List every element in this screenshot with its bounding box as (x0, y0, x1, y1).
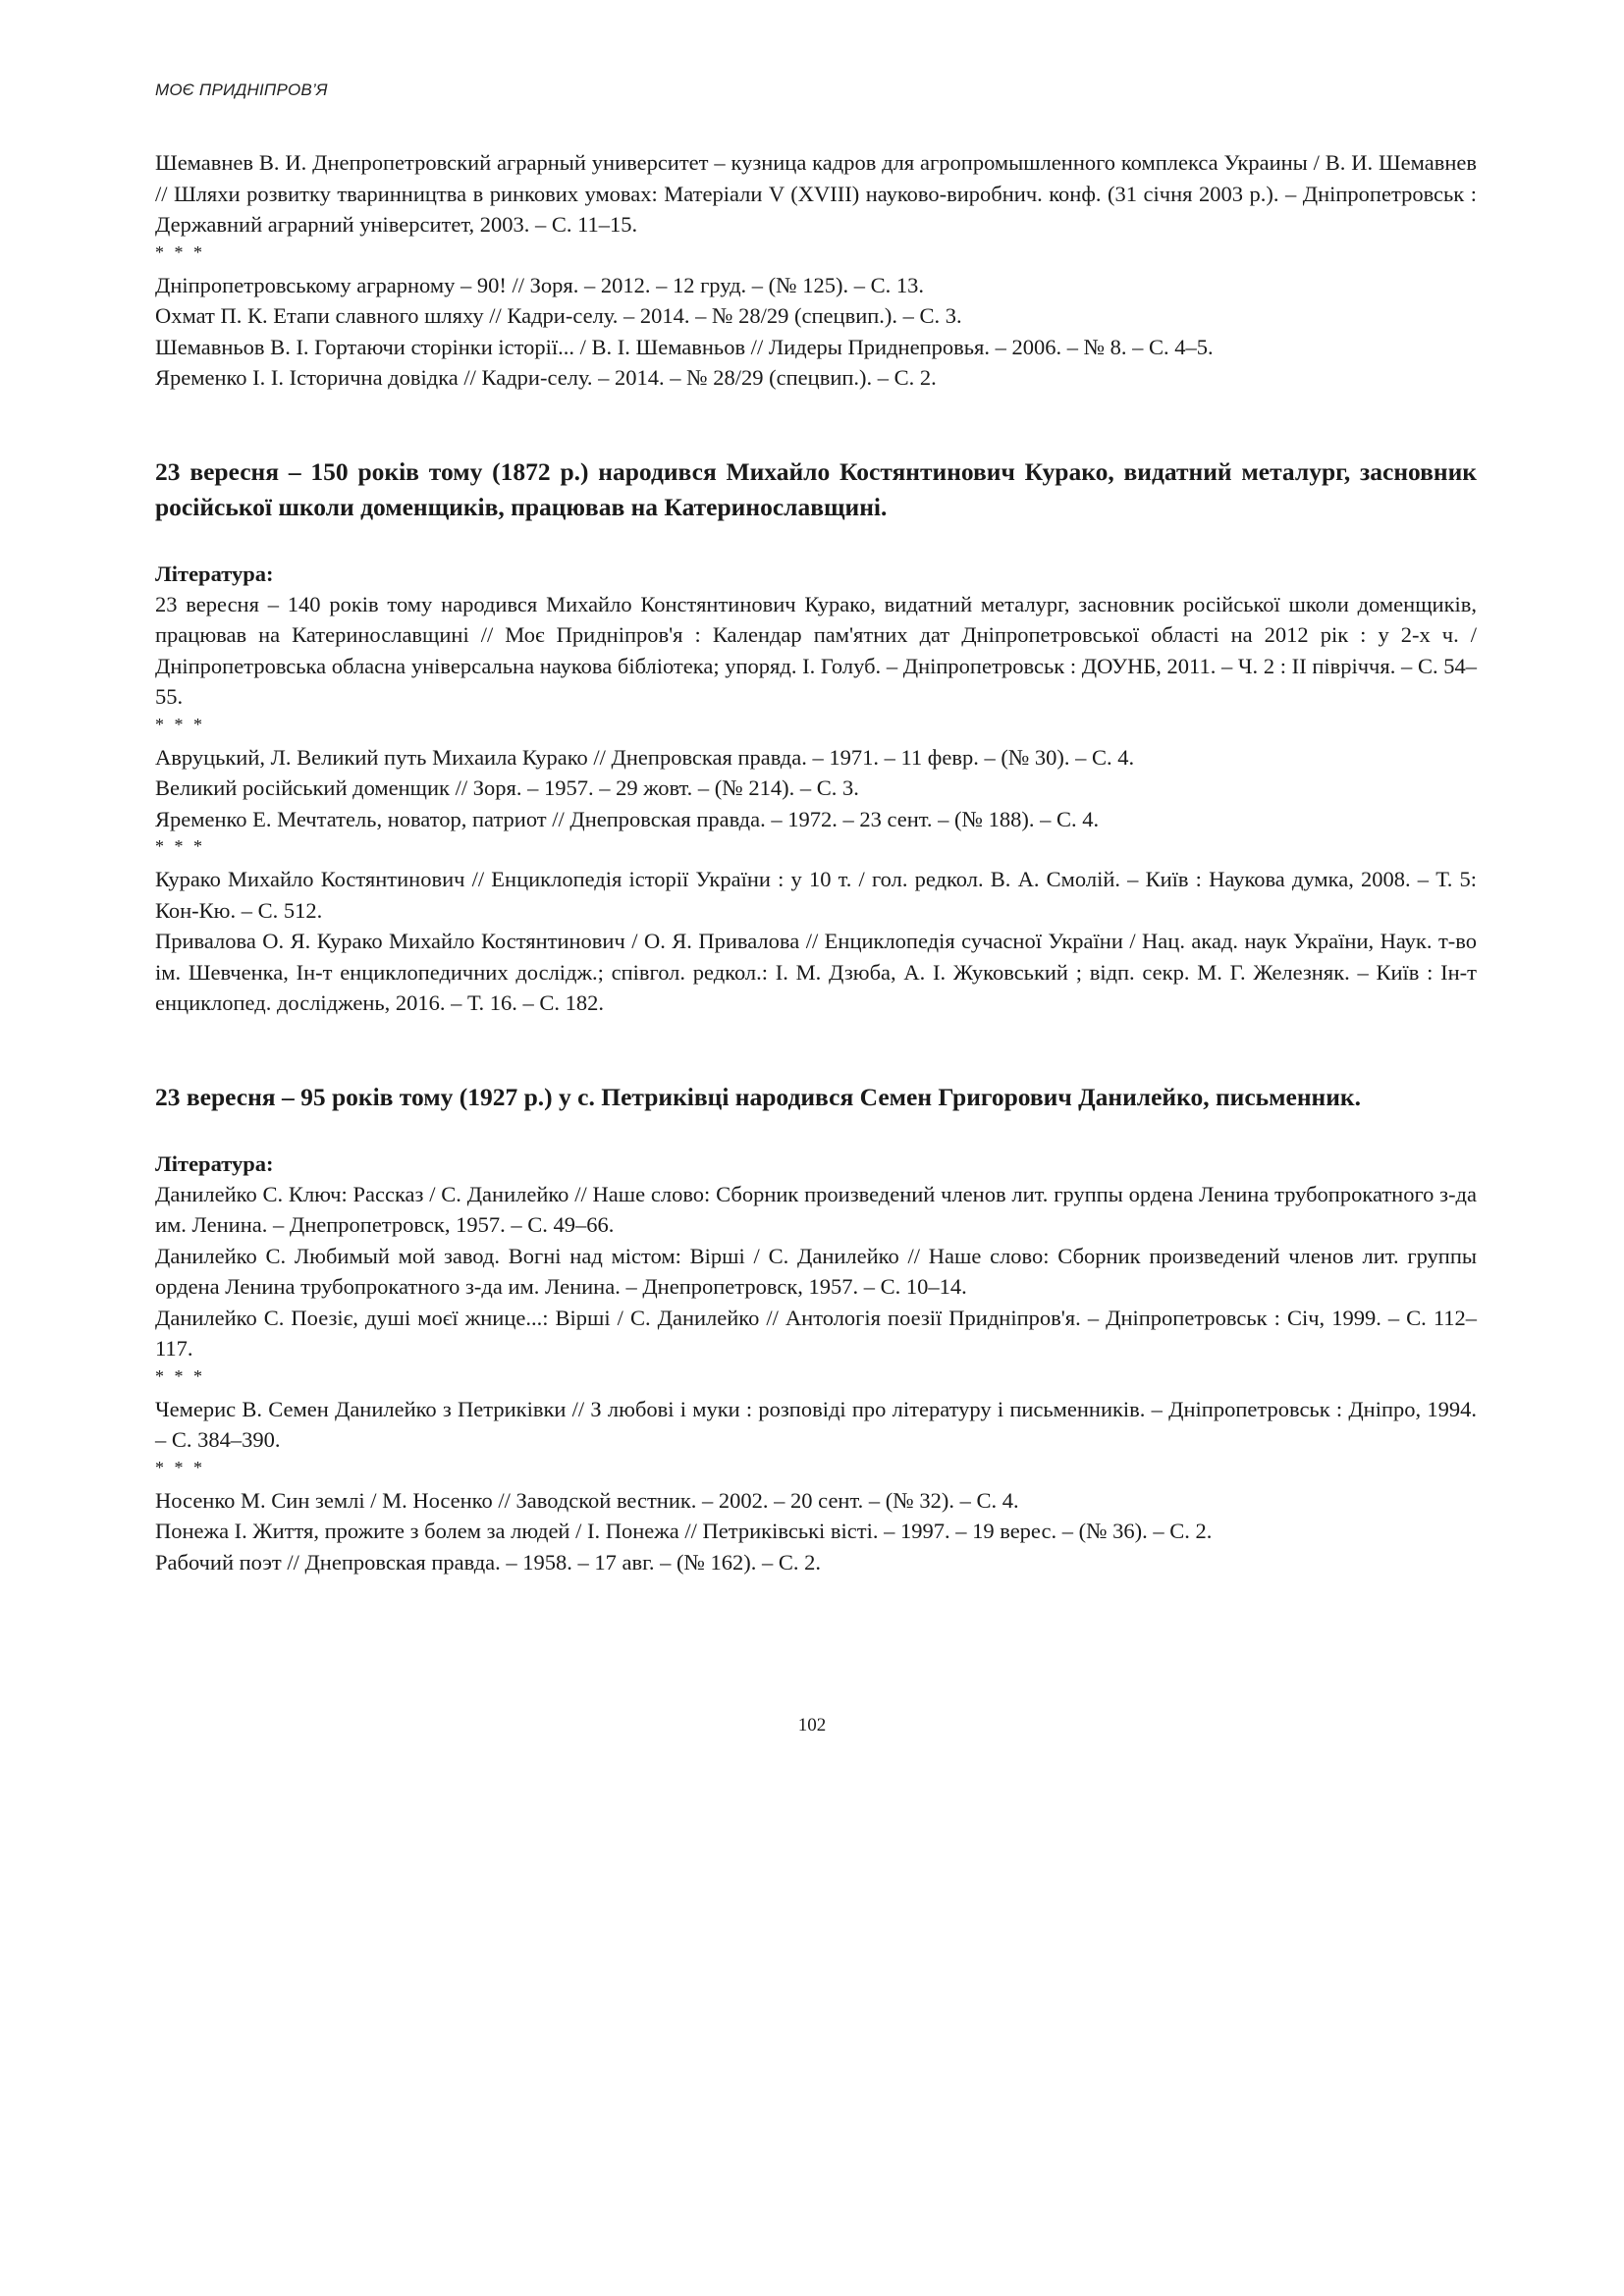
bibliography-entry: Яременко І. І. Історична довідка // Кадри-селу. – 2014. – № 28/29 (спецвип.). – С. 2. (155, 365, 937, 390)
separator-stars: * * * (155, 714, 205, 734)
literature-label: Література: (155, 561, 274, 586)
running-head: МОЄ ПРИДНІПРОВ’Я (155, 80, 328, 99)
separator-stars: * * * (155, 241, 205, 262)
page-number: 102 (797, 1715, 827, 1735)
bibliography-entry: Чемерис В. Семен Данилейко з Петриківки // З любові і муки : розповіді про літературу і письменників. – Дніпропетровськ : Дніпро, 1994. – С. 384–390. (155, 1396, 1477, 1452)
bibliography-entry: Данилейко С. Ключ: Рассказ / С. Данилейко // Наше слово: Сборник произведений членов лит. группы ордена Ленина трубопрокатного з-да им. Ленина. – Днепропетровск, 1957. – С. 49–66. (155, 1181, 1477, 1237)
bibliography-entry: Привалова О. Я. Курако Михайло Костянтинович / О. Я. Привалова // Енциклопедія сучасної України / Нац. акад. наук України, Наук. т-во ім. Шевченка, Ін-т енциклопедичних дослідж.; співгол. редкол.: І. М. Дзюба, А. І. Жуковський ; відп. секр. М. Г. Железняк. – Київ : Ін-т енциклопед. досліджень, 2016. – Т. 16. – С. 182. (155, 929, 1477, 1015)
bibliography-entry: Понежа І. Життя, прожите з болем за людей / І. Понежа // Петриківські вісті. – 1997. – 19 верес. – (№ 36). – С. 2. (155, 1519, 1213, 1543)
bibliography-entry: 23 вересня – 140 років тому народився Михайло Констянтинович Курако, видатний металург, засновник російської школи доменщиків, працював на Катеринославщині // Моє Придніпров'я : Календар пам'ятних дат Дніпропетровської області на 2012 рік : у 2-х ч. / Дніпропетровська обласна універсальна наукова бібліотека; упоряд. І. Голуб. – Дніпропетровськ : ДОУНБ, 2011. – Ч. 2 : ІІ півріччя. – С. 54–55. (155, 591, 1477, 709)
literature-label: Література: (155, 1150, 274, 1176)
section-title-kurako: 23 вересня – 150 років тому (1872 р.) народився Михайло Костянтинович Курако, видатний металург, засновник російської школи доменщиків, працював на Катеринославщині. (155, 456, 1477, 521)
bibliography-entry: Данилейко С. Поезіє, душі моєї жнице...: Вірші / С. Данилейко // Антологія поезії Придніпров'я. – Дніпропетровськ : Січ, 1999. – С. 112–117. (155, 1305, 1477, 1361)
section-title-danyleiko: 23 вересня – 95 років тому (1927 р.) у с. Петриківці народився Семен Григорович Данилейко, письменник. (155, 1082, 1361, 1111)
bibliography-entry: Носенко М. Син землі / М. Носенко // Заводской вестник. – 2002. – 20 сент. – (№ 32). – С. 4. (155, 1487, 1019, 1513)
bibliography-entry: Великий російський доменщик // Зоря. – 1957. – 29 жовт. – (№ 214). – С. 3. (155, 775, 859, 800)
bibliography-entry: Курако Михайло Костянтинович // Енциклопедія історії України : у 10 т. / гол. редкол. В. А. Смолій. – Київ : Наукова думка, 2008. – Т. 5: Кон-Кю. – С. 512. (155, 867, 1477, 923)
bibliography-entry: Яременко Е. Мечтатель, новатор, патриот // Днепровская правда. – 1972. – 23 сент. – (№ 188). – С. 4. (155, 806, 1100, 831)
bibliography-entry: Шемавньов В. І. Гортаючи сторінки історії... / В. І. Шемавньов // Лидеры Приднепровья. – 2006. – № 8. – С. 4–5. (155, 334, 1214, 359)
separator-stars: * * * (155, 836, 205, 856)
separator-stars: * * * (155, 1457, 205, 1477)
bibliography-entry: Дніпропетровському аграрному – 90! // Зоря. – 2012. – 12 груд. – (№ 125). – С. 13. (155, 272, 924, 297)
bibliography-entry: Охмат П. К. Етапи славного шляху // Кадри-селу. – 2014. – № 28/29 (спецвип.). – С. 3. (155, 303, 962, 328)
bibliography-entry: Авруцький, Л. Великий путь Михаила Курако // Днепровская правда. – 1971. – 11 февр. – (№ 30). – С. 4. (155, 744, 1135, 770)
bibliography-entry: Данилейко С. Любимый мой завод. Вогні над містом: Вірші / С. Данилейко // Наше слово: Сборник произведений членов лит. группы ордена Ленина трубопрокатного з-да им. Ленина. – Днепропетровск, 1957. – С. 10–14. (155, 1243, 1477, 1299)
bibliography-entry: Шемавнев В. И. Днепропетровский аграрный университет – кузница кадров для агропромышленного комплекса Украины / В. И. Шемавнев // Шляхи розвитку тваринництва в ринкових умовах: Матеріали V (XVIII) науково-виробнич. конф. (31 січня 2003 р.). – Дніпропетровськ : Державний аграрний університет, 2003. – С. 11–15. (155, 150, 1477, 237)
page-content (155, 147, 1477, 1577)
bibliography-entry: Рабочий поэт // Днепровская правда. – 1958. – 17 авг. – (№ 162). – С. 2. (155, 1549, 822, 1575)
separator-stars: * * * (155, 1365, 205, 1386)
